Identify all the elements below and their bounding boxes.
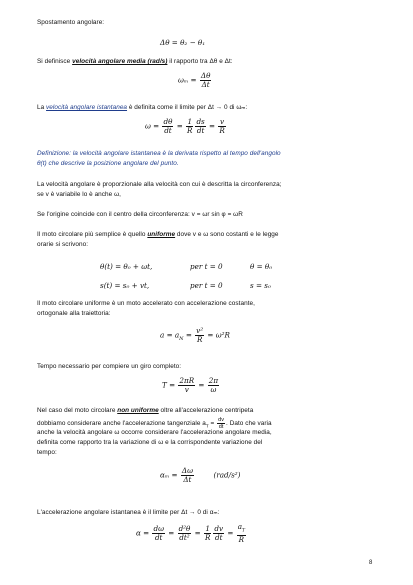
- definition-line-1: Definizione: la velocità angolare istantanea è la derivata rispetto al tempo dell'angolo: [37, 150, 281, 157]
- paragraph-nonuniform-5: tempo:: [37, 449, 57, 456]
- eq-lhs: a = a: [160, 330, 180, 340]
- denominator: v: [184, 385, 189, 394]
- text-segment: oltre all'accelerazione centripeta: [158, 407, 254, 414]
- equation-law-theta: [100, 262, 272, 271]
- denominator: R: [238, 535, 245, 545]
- numerator: Δω: [181, 466, 193, 475]
- text-segment: . Dato che varia: [226, 420, 272, 428]
- eq-sign: =: [209, 121, 216, 131]
- equation-centripetal: [160, 327, 230, 344]
- equation-law-s: [100, 281, 271, 290]
- paragraph-proportional-1: La velocità angolare è proporzionale alla velocità con cui è descritta la circonferenza;: [37, 181, 282, 188]
- page-number: 8: [369, 560, 373, 566]
- eq-lhs: αₘ =: [160, 470, 178, 480]
- numerator: dv: [214, 524, 224, 534]
- term-non-uniform: non uniforme: [117, 407, 159, 414]
- numerator-text: a: [237, 522, 243, 531]
- fraction: [237, 523, 246, 544]
- paragraph-origin: Se l'origine coincide con il centro della circonferenza: v = ωr sin φ = ωR: [37, 211, 243, 218]
- paragraph-nonuniform-1: [37, 407, 253, 415]
- denominator: ω: [210, 385, 217, 394]
- eq-rhs: = ω²R: [207, 330, 230, 340]
- numerator: d²θ: [178, 524, 191, 534]
- denominator: dt: [196, 126, 205, 135]
- eq-sign: =: [198, 380, 205, 390]
- paragraph-alpha-instant: L'accelerazione angolare istantanea è il limite per Δt → 0 di αₘ:: [37, 509, 220, 516]
- numerator: 1: [205, 524, 210, 534]
- denominator: R: [219, 126, 225, 135]
- paragraph-nonuniform-4: definita come rapporto tra la variazione di ω e la corrispondente variazione del: [37, 439, 263, 446]
- fraction: [181, 467, 194, 484]
- term-uniform: uniforme: [147, 231, 176, 238]
- paragraph-accel-2: ortogonale alla traiettoria:: [37, 310, 111, 317]
- numerator: dω: [153, 524, 164, 534]
- fraction: [218, 118, 225, 135]
- denominator: dt: [154, 533, 163, 543]
- equation-omega: [145, 118, 227, 135]
- denominator: dt: [215, 533, 223, 543]
- equation-alpha-mean: [160, 467, 240, 484]
- paragraph-proportional-2: se v è variabile lo è anche ω,: [37, 191, 121, 198]
- fraction: [152, 525, 164, 542]
- numerator: 1: [187, 117, 193, 126]
- text-segment: dobbiamo considerare anche l'accelerazione tangenziale a: [37, 420, 206, 428]
- text-segment: è definita come il limite per Δt → 0 di ωₘ:: [127, 104, 248, 111]
- numerator: v²: [196, 326, 204, 335]
- numerator: dv: [218, 417, 225, 423]
- eq-sign: =: [194, 528, 201, 538]
- fraction: [204, 525, 211, 542]
- denominator: R: [196, 335, 203, 344]
- text-segment: Nel caso del moto circolare: [37, 407, 118, 414]
- eq-sign: =: [185, 330, 192, 340]
- eq-value: θ = θ₀: [250, 262, 273, 271]
- eq-lhs: α =: [136, 528, 150, 538]
- paragraph-uniform-1: [37, 231, 279, 239]
- eq-lhs: s(t) = s₀ + vt,: [100, 281, 150, 290]
- subscript: T: [242, 528, 246, 534]
- subscript: T: [205, 423, 209, 429]
- eq-sign: =: [168, 528, 175, 538]
- numerator: Δθ: [200, 71, 211, 80]
- equation-delta-theta: Δθ = θ₂ − θ₁: [160, 38, 206, 47]
- fraction: [178, 525, 192, 542]
- equation-omega-mean: [178, 72, 212, 89]
- fraction: [186, 118, 193, 135]
- fraction: [195, 327, 204, 344]
- eq-lhs: T =: [162, 380, 176, 390]
- fraction: [195, 118, 205, 135]
- fraction: [200, 72, 212, 89]
- eq-lhs: ω =: [145, 121, 160, 131]
- paragraph-nonuniform-3: anche la velocità angolare ω occorre considerare l'accelerazione angolare media,: [37, 429, 272, 436]
- eq-sign: =: [227, 528, 234, 538]
- definition-line-2: θ(t) che descrive la posizione angolare del punto.: [37, 160, 179, 167]
- eq-sign: =: [208, 420, 217, 428]
- denominator: Δt: [201, 80, 210, 89]
- equation-period: [162, 377, 220, 394]
- eq-condition: per t = 0: [190, 281, 223, 290]
- numerator: 2πR: [179, 376, 195, 385]
- paragraph-instant-velocity: [37, 104, 247, 112]
- paragraph-period: Tempo necessario per compiere un giro completo:: [37, 363, 182, 370]
- paragraph-uniform-2: orarie si scrivono:: [37, 241, 89, 248]
- denominator: dt: [164, 126, 172, 135]
- denominator: R: [187, 126, 193, 135]
- eq-unit: (rad/s²): [213, 470, 241, 480]
- eq-condition: per t = 0: [190, 262, 223, 271]
- numerator: 2π: [208, 376, 219, 385]
- numerator: v: [220, 117, 225, 126]
- denominator: Δt: [183, 475, 192, 484]
- text-segment: dove v e ω sono costanti e le legge: [175, 231, 279, 238]
- text-segment: Il moto circolare più semplice è quello: [37, 231, 148, 238]
- heading-angular-displacement: Spostamento angolare:: [37, 19, 105, 26]
- numerator: dθ: [163, 117, 173, 126]
- text-segment: La: [37, 104, 47, 111]
- fraction: [162, 118, 173, 135]
- eq-sign: =: [176, 121, 183, 131]
- denominator: dt: [218, 424, 224, 430]
- paragraph-accel-1: Il moto circolare uniforme è un moto accelerato con accelerazione costante,: [37, 300, 255, 307]
- fraction: [213, 525, 224, 542]
- subscript: N: [179, 335, 184, 342]
- term-mean-angular-velocity: velocità angolare media (rad/s): [72, 58, 168, 65]
- numerator: [237, 523, 246, 536]
- text-segment: il rapporto tra Δθ e Δt:: [167, 58, 233, 65]
- denominator: dt²: [179, 533, 190, 543]
- term-instant-angular-velocity: velocità angolare istantanea: [46, 104, 128, 111]
- paragraph-mean-velocity: [37, 58, 233, 66]
- eq-lhs: θ(t) = θ₀ + ωt,: [100, 262, 153, 271]
- fraction: [178, 377, 195, 394]
- numerator: ds: [196, 117, 205, 126]
- eq-lhs: ωₘ =: [178, 75, 197, 85]
- denominator: R: [205, 533, 211, 543]
- fraction: [208, 377, 219, 394]
- eq-value: s = s₀: [250, 281, 271, 290]
- equation-alpha: [136, 523, 247, 544]
- text-segment: Si definisce: [37, 58, 73, 65]
